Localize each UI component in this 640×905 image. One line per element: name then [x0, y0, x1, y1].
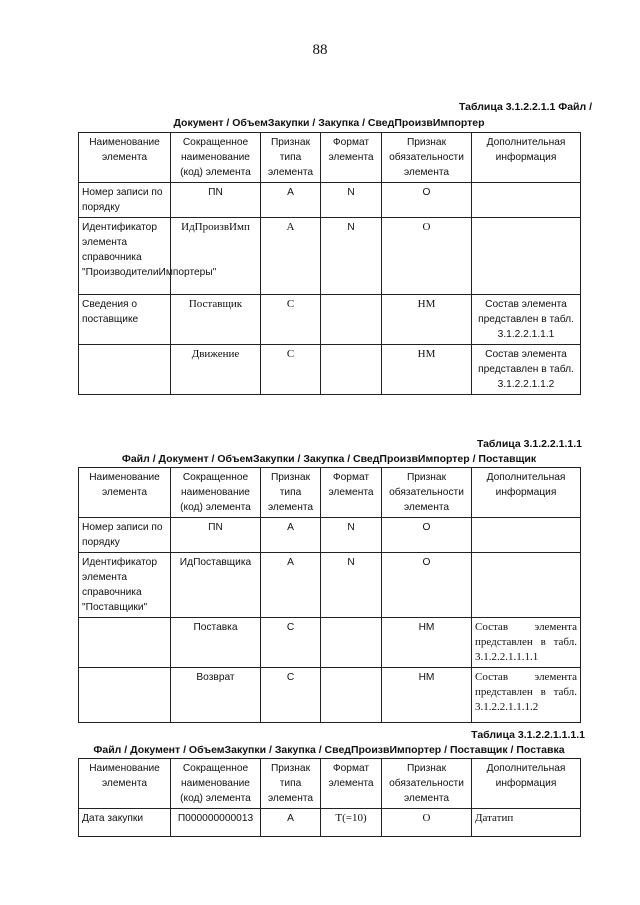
table-row: [79, 518, 581, 553]
table-row: [79, 809, 581, 837]
cell-name: Сведения о поставщике: [79, 295, 171, 345]
cell-type: А: [261, 218, 321, 295]
header-name: Наименование элемента: [79, 759, 171, 809]
cell-name: [79, 618, 171, 668]
cell-format: [321, 295, 382, 345]
cell-type: С: [261, 668, 321, 723]
cell-format: T(=10): [321, 809, 382, 837]
cell-code: ПN: [171, 183, 261, 218]
header-format: Формат элемента: [321, 759, 382, 809]
cell-name: Номер записи по порядку: [79, 183, 171, 218]
cell-code: Поставщик: [171, 295, 261, 345]
table2-header-row: [79, 468, 581, 518]
header-type: Признак типа элемента: [261, 759, 321, 809]
header-code: Сокращенное наименование (код) элемента: [171, 468, 261, 518]
cell-code: ПN: [171, 518, 261, 553]
cell-code: ИдПроизвИмп: [171, 218, 261, 295]
table-row: [79, 295, 581, 345]
header-code: Сокращенное наименование (код) элемента: [171, 759, 261, 809]
table-row: [79, 183, 581, 218]
cell-info: [472, 218, 581, 295]
cell-format: [321, 345, 382, 395]
table2: [78, 467, 581, 723]
cell-info: Дататип: [472, 809, 581, 837]
cell-name: Номер записи по порядку: [79, 518, 171, 553]
table1-caption-line1: Таблица 3.1.2.2.1.1 Файл /: [459, 101, 592, 113]
table1-header-row: [79, 133, 581, 183]
cell-code: Поставка: [171, 618, 261, 668]
cell-code: П000000000013: [171, 809, 261, 837]
header-name: Наименование элемента: [79, 468, 171, 518]
table2-caption-line1: Таблица 3.1.2.2.1.1.1: [476, 438, 582, 450]
cell-required: О: [382, 553, 472, 618]
header-info: Дополнительная информация: [472, 468, 581, 518]
cell-name: [79, 668, 171, 723]
cell-name: [79, 345, 171, 395]
table-row: [79, 668, 581, 723]
cell-code: ИдПоставщика: [171, 553, 261, 618]
cell-info: [472, 518, 581, 553]
table1-caption-line2: Документ / ОбъемЗакупки / Закупка / СведПроизвИмпортер: [173, 117, 485, 129]
cell-required: О: [382, 183, 472, 218]
cell-name: Идентификатор элемента справочника "Поставщики": [79, 553, 171, 618]
header-format: Формат элемента: [321, 468, 382, 518]
table-row: [79, 618, 581, 668]
cell-type: А: [261, 518, 321, 553]
table3: [78, 758, 581, 837]
header-info: Дополнительная информация: [472, 133, 581, 183]
cell-type: А: [261, 553, 321, 618]
cell-required: НМ: [382, 295, 472, 345]
cell-format: N: [321, 553, 382, 618]
header-required: Признак обязательности элемента: [382, 468, 472, 518]
cell-info: Состав элемента представлен в табл. 3.1.2.2.1.1.1.1: [472, 618, 581, 668]
cell-type: А: [261, 183, 321, 218]
cell-format: N: [321, 518, 382, 553]
cell-required: О: [382, 809, 472, 837]
cell-required: НМ: [382, 618, 472, 668]
table3-header-row: [79, 759, 581, 809]
table3-caption-line1: Таблица 3.1.2.2.1.1.1.1: [471, 729, 585, 741]
cell-info: [472, 553, 581, 618]
header-type: Признак типа элемента: [261, 468, 321, 518]
header-info: Дополнительная информация: [472, 759, 581, 809]
cell-format: N: [321, 218, 382, 295]
cell-name: Дата закупки: [79, 809, 171, 837]
cell-type: С: [261, 295, 321, 345]
cell-info: Состав элемента представлен в табл. 3.1.2.2.1.1.1: [472, 295, 581, 345]
cell-code: Возврат: [171, 668, 261, 723]
header-type: Признак типа элемента: [261, 133, 321, 183]
cell-required: О: [382, 518, 472, 553]
table2-caption-line2: Файл / Документ / ОбъемЗакупки / Закупка / СведПроизвИмпортер / Поставщик: [121, 453, 537, 465]
table1: [78, 132, 581, 395]
header-format: Формат элемента: [321, 133, 382, 183]
cell-type: С: [261, 345, 321, 395]
header-name: Наименование элемента: [79, 133, 171, 183]
header-code: Сокращенное наименование (код) элемента: [171, 133, 261, 183]
table-row: [79, 345, 581, 395]
header-required: Признак обязательности элемента: [382, 759, 472, 809]
cell-info: Состав элемента представлен в табл. 3.1.2.2.1.1.2: [472, 345, 581, 395]
cell-format: [321, 668, 382, 723]
cell-format: N: [321, 183, 382, 218]
page-number: 88: [312, 42, 328, 58]
cell-type: С: [261, 618, 321, 668]
cell-info: Состав элемента представлен в табл. 3.1.2.2.1.1.1.2: [472, 668, 581, 723]
cell-name: Идентификатор элемента справочника "ПроизводителиИмпортеры": [79, 218, 171, 295]
cell-format: [321, 618, 382, 668]
cell-code: Движение: [171, 345, 261, 395]
header-required: Признак обязательности элемента: [382, 133, 472, 183]
cell-required: О: [382, 218, 472, 295]
cell-required: НМ: [382, 668, 472, 723]
table-row: [79, 553, 581, 618]
cell-type: А: [261, 809, 321, 837]
cell-required: НМ: [382, 345, 472, 395]
table3-caption-line2: Файл / Документ / ОбъемЗакупки / Закупка / СведПроизвИмпортер / Поставщик / Поставка: [93, 744, 565, 756]
table-row: [79, 218, 581, 295]
cell-info: [472, 183, 581, 218]
